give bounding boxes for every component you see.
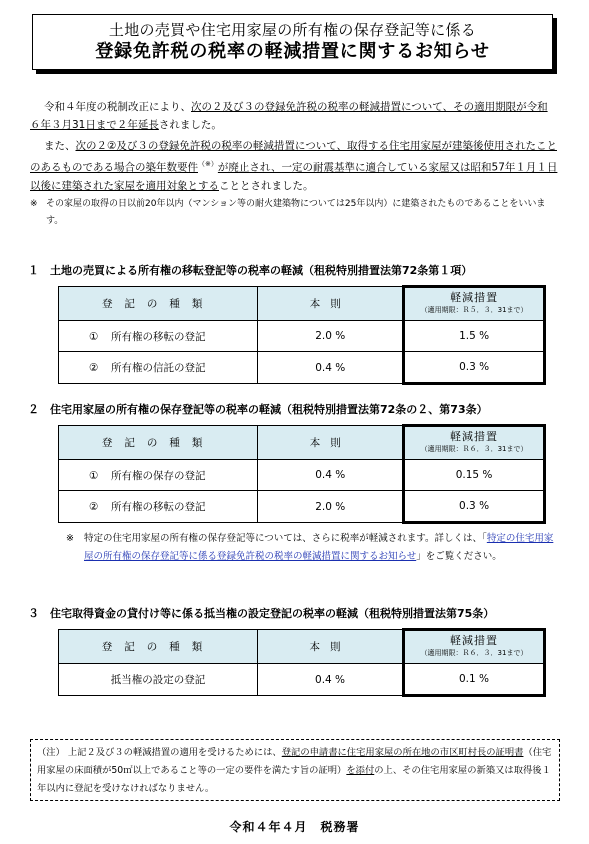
table-row [59, 491, 545, 523]
row-label [59, 321, 258, 352]
section-1-number: １ [28, 264, 39, 277]
col-relief-title: 軽減措置 [450, 634, 498, 647]
intro-p2-lead: また、 [44, 140, 76, 152]
section-3-heading [28, 606, 494, 622]
row-label: 抵当権の設定の登記 [59, 664, 258, 696]
section-2-title: 住宅用家屋の所有権の保存登記等の税率の軽減（租税特別措置法第72条の２、第73条） [50, 403, 488, 416]
signoff: 令和４年４月 税務署 [229, 820, 360, 834]
title-box [32, 14, 553, 70]
col-relief [404, 426, 545, 460]
footnote-attach: を添付 [346, 765, 375, 776]
page-title-line2: 登録免許税の税率の軽減措置に関するお知らせ [95, 41, 490, 62]
section-2-note-tail: 」をご覧ください。 [416, 551, 502, 562]
section-3-table [58, 628, 546, 697]
section-2-note [84, 530, 558, 566]
footnote-box [30, 739, 560, 801]
row-rule: 0.4 % [258, 352, 404, 384]
row-label-text: 所有権の移転の登記 [111, 501, 206, 513]
intro-paragraph-2 [30, 137, 558, 195]
intro-p1-emphasis: 次の２及び３の登録免許税の税率の軽減措置について、その適用期限が令和６年３月31日まで２年延長 [30, 101, 548, 131]
col-kind: 登記の種類 [59, 630, 258, 664]
row-relief: 1.5 % [404, 321, 545, 352]
table-header-row [59, 426, 545, 460]
col-relief-deadline: （適用期限：Ｒ６．３．31まで） [420, 649, 528, 657]
section-1-table [58, 285, 546, 385]
col-kind: 登記の種類 [59, 426, 258, 460]
row-rule: 2.0 % [258, 321, 404, 352]
intro-p2-abolished: が廃止され、 [217, 161, 282, 174]
footnote-lead: 上記２及び３の軽減措置の適用を受けるためには、 [67, 747, 282, 758]
row-relief: 0.3 % [404, 491, 545, 523]
section-2-number: ２ [28, 403, 39, 416]
section-2-table [58, 424, 546, 524]
footnote-certificate-detail: （住宅用家屋の床面積が50㎡以上であること等の一定の要件を満たす旨の証明） [37, 747, 552, 776]
col-relief-title: 軽減措置 [450, 291, 499, 304]
table-header-row [59, 630, 545, 664]
section-3-number: ３ [28, 607, 39, 620]
col-rule: 本則 [258, 426, 404, 460]
intro-p2-criteria: 一定の耐震基準に適合している家屋又は昭和57年１月１日以後に建築された家屋を適用対象とする [30, 161, 558, 192]
col-relief [404, 630, 545, 664]
col-relief-deadline: （適用期限：Ｒ５．３．31まで） [420, 306, 528, 314]
row-rule: 2.0 % [258, 491, 404, 523]
row-label [59, 491, 258, 523]
section-1-title: 土地の売買による所有権の移転登記等の税率の軽減（租税特別措置法第72条第１項） [50, 264, 473, 277]
footnote-certificate: 登記の申請書に住宅用家屋の所在地の市区町村長の証明書 [281, 747, 524, 758]
section-1-heading [28, 263, 472, 279]
section-2-note-lead: 特定の住宅用家屋の所有権の保存登記等については、さらに税率が軽減されます。詳しくは、「 [84, 533, 487, 544]
col-relief-deadline: （適用期限：Ｒ６．３．31まで） [420, 445, 528, 453]
row-relief: 0.15 % [404, 460, 545, 491]
table-header-row [59, 287, 545, 321]
row-rule: 0.4 % [258, 460, 404, 491]
footnote-mark: （注） [37, 747, 65, 758]
section-3-title: 住宅取得資金の貸付け等に係る抵当権の設定登記の税率の軽減（租税特別措置法第75条） [50, 607, 495, 620]
row-rule: 0.4 % [258, 664, 404, 696]
table-row [59, 321, 545, 352]
intro-p2-emphasis: 次の２②及び３の登録免許税の税率の軽減措置について、取得する住宅用家屋が建築後使用されたことのあるものである場合の [30, 140, 557, 174]
table-row [59, 352, 545, 384]
intro-note-mark: ※ [30, 199, 38, 209]
row-label-text: 所有権の保存の登記 [111, 469, 206, 482]
row-mark: ① [89, 469, 99, 482]
intro-paragraph-1 [30, 98, 558, 134]
row-relief: 0.1 % [404, 664, 545, 696]
intro-p1-lead: 令和４年度の税制改正により、 [44, 101, 191, 113]
row-label-text: 所有権の移転の登記 [111, 330, 206, 343]
row-relief: 0.3 % [404, 352, 545, 384]
page-title-line1: 土地の売買や住宅用家屋の所有権の保存登記等に係る [108, 21, 477, 39]
row-mark: ② [89, 362, 99, 374]
col-rule: 本則 [258, 630, 404, 664]
col-rule: 本則 [258, 287, 404, 321]
col-relief [404, 287, 545, 321]
section-2-heading [28, 402, 488, 418]
special-housing-notice-link[interactable]: 特定の住宅用家屋の所有権の保存登記等に係る登録免許税の税率の軽減措置に関するお知らせ [84, 533, 554, 562]
intro-p1-tail: されました。 [158, 119, 222, 131]
table-row [59, 664, 545, 696]
row-label [59, 460, 258, 491]
col-kind: 登記の種類 [59, 287, 258, 321]
row-mark: ① [89, 330, 99, 343]
row-mark: ② [89, 501, 99, 513]
row-label-text: 所有権の信託の登記 [111, 362, 206, 374]
intro-p2-note-ref: （※） [198, 160, 218, 168]
intro-p2-tail: こととされました。 [219, 179, 314, 192]
table-row [59, 460, 545, 491]
row-label [59, 352, 258, 384]
col-relief-title: 軽減措置 [450, 430, 499, 443]
section-2-note-mark: ※ [66, 533, 74, 544]
intro-p2-year-requirement: 築年数要件 [145, 161, 198, 174]
intro-note-text: その家屋の取得の日以前20年以内（マンション等の耐火建築物については25年以内）に建築されたものであることをいいます。 [46, 199, 546, 226]
footnote-tail: の上、その住宅用家屋の新築又は取得後１年以内に登記を受けなければなりません。 [37, 765, 551, 794]
